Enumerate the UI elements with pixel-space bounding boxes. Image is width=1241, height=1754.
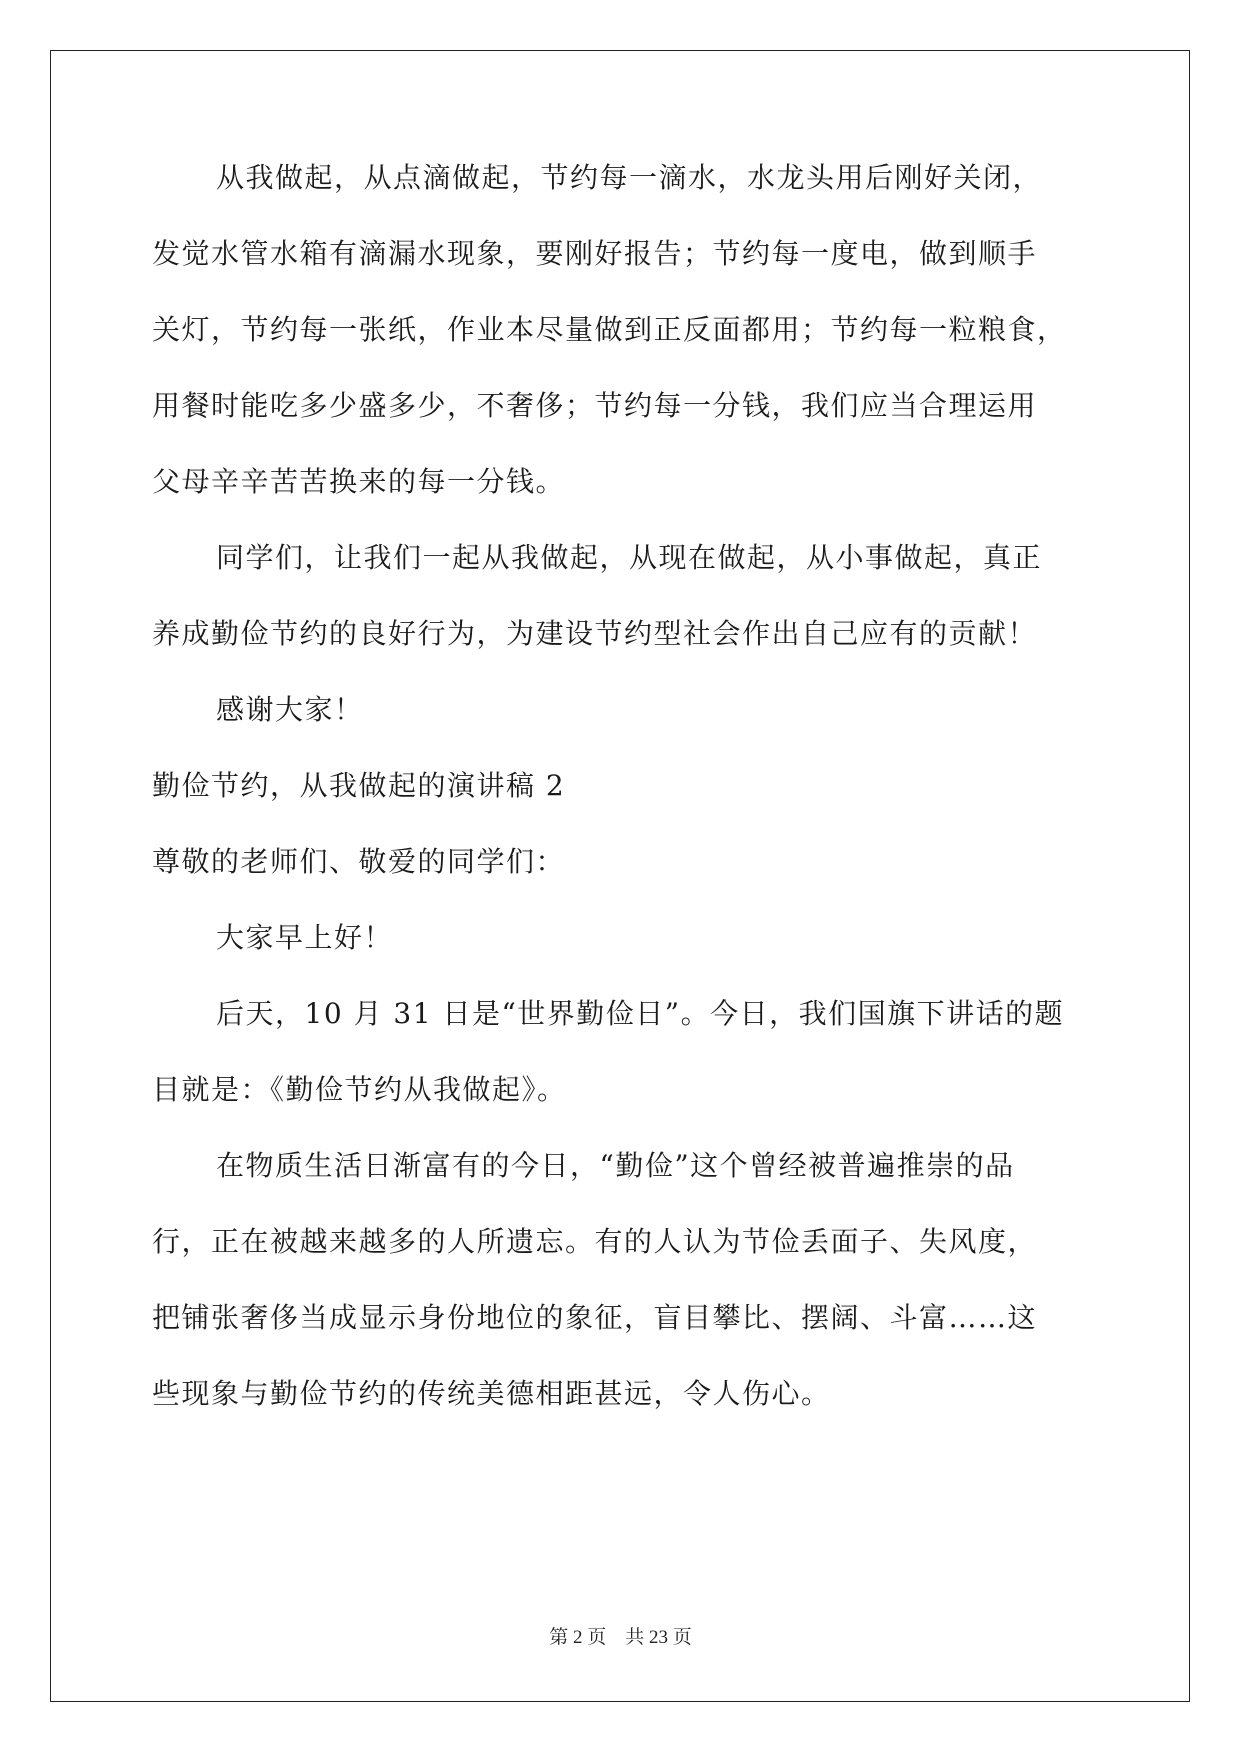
paragraph-line: 些现象与勤俭节约的传统美德相距甚远，令人伤心。 <box>152 1377 831 1410</box>
paragraph-line: 发觉水管水箱有滴漏水现象，要刚好报告；节约每一度电，做到顺手 <box>152 237 1038 270</box>
paragraph-line: 行，正在被越来越多的人所遗忘。有的人认为节俭丢面子、失风度， <box>152 1225 1038 1258</box>
paragraph-line: 养成勤俭节约的良好行为，为建设节约型社会作出自己应有的贡献！ <box>152 617 1038 650</box>
paragraph-line: 用餐时能吃多少盛多少，不奢侈；节约每一分钱，我们应当合理运用 <box>152 389 1038 422</box>
paragraph-line: 后天，10 月 31 日是“世界勤俭日”。今日，我们国旗下讲话的题 <box>216 997 1065 1030</box>
salutation: 尊敬的老师们、敬爱的同学们： <box>152 845 566 878</box>
paragraph-line: 从我做起，从点滴做起，节约每一滴水，水龙头用后刚好关闭， <box>216 161 1043 194</box>
section-heading: 勤俭节约，从我做起的演讲稿 2 <box>152 769 566 802</box>
paragraph-line: 把铺张奢侈当成显示身份地位的象征，盲目攀比、摆阔、斗富……这 <box>152 1301 1038 1334</box>
paragraph-line: 同学们，让我们一起从我做起，从现在做起，从小事做起，真正 <box>216 541 1043 574</box>
paragraph-line: 在物质生活日渐富有的今日，“勤俭”这个曾经被普遍推崇的品 <box>216 1149 1015 1182</box>
paragraph-line: 关灯，节约每一张纸，作业本尽量做到正反面都用；节约每一粒粮食， <box>152 313 1067 346</box>
page-number-footer: 第 2 页 共 23 页 <box>549 1627 692 1648</box>
greeting: 大家早上好！ <box>216 921 394 954</box>
paragraph-line: 父母辛辛苦苦换来的每一分钱。 <box>152 465 566 498</box>
paragraph-line: 目就是：《勤俭节约从我做起》。 <box>152 1073 567 1106</box>
paragraph-line: 感谢大家！ <box>216 693 364 726</box>
